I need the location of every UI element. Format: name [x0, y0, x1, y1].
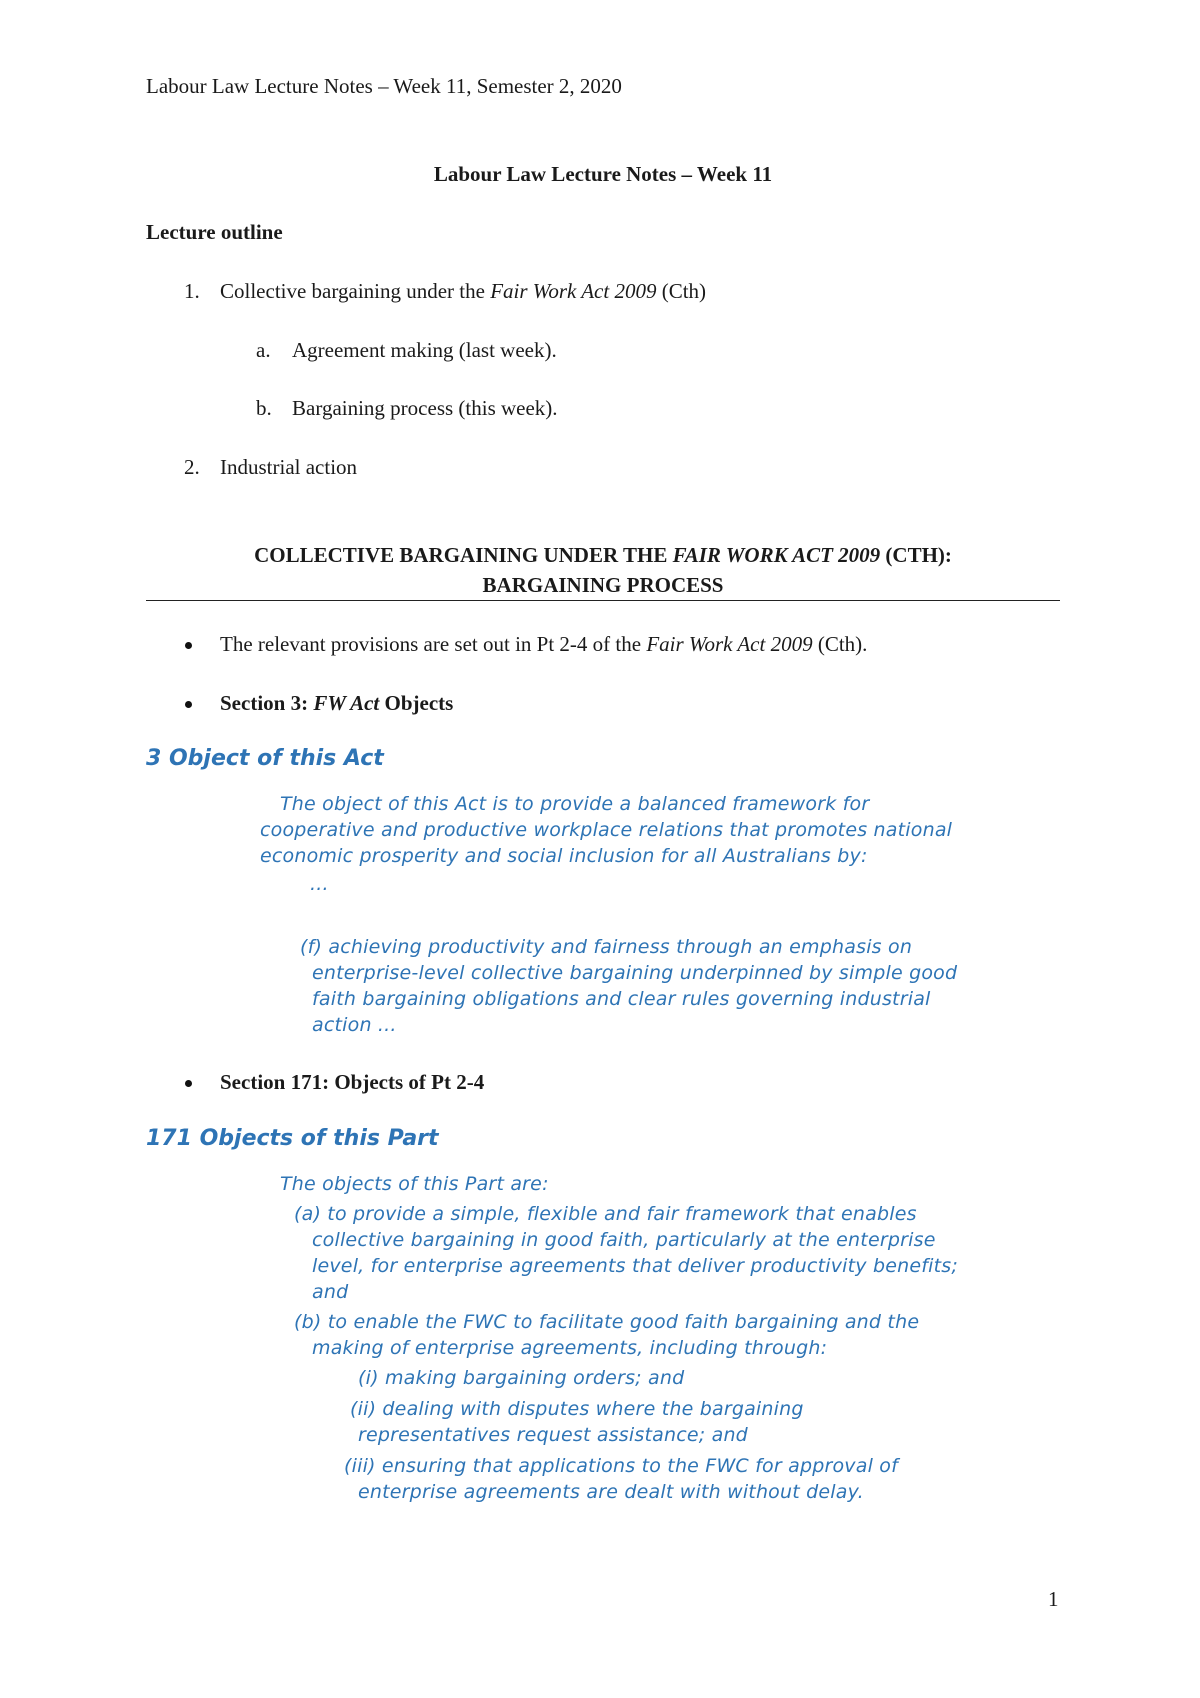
outline-item-2-number: 2. — [184, 455, 200, 479]
bullet-icon — [185, 642, 192, 649]
s171-a-line-2: collective bargaining in good faith, particularly at the enterprise — [312, 1229, 936, 1251]
s171-i-line-1: (i) making bargaining orders; and — [358, 1367, 685, 1389]
s3-f-line-1: (f) achieving productivity and fairness through an emphasis on — [300, 936, 913, 958]
outline-sub-a: Agreement making (last week). — [292, 338, 557, 362]
s171-b-line-2: making of enterprise agreements, including through: — [312, 1337, 828, 1359]
outline-item-1-text-a: Collective bargaining under the — [220, 279, 491, 303]
s171-ii-line-2: representatives request assistance; and — [358, 1424, 748, 1446]
outline-sub-a-letter: a. — [256, 338, 271, 362]
section-heading-line-1 — [146, 543, 1060, 568]
s171-iii-line-2: enterprise agreements are dealt with without delay. — [358, 1481, 864, 1503]
bullet-1-text-b: (Cth). — [812, 632, 868, 656]
s171-heading: 171 Objects of this Part — [146, 1126, 439, 1151]
s171-a-line-1: (a) to provide a simple, flexible and fair framework that enables — [294, 1203, 917, 1225]
bullet-relevant-provisions — [220, 632, 867, 657]
bullet-section-171: Section 171: Objects of Pt 2-4 — [220, 1070, 485, 1094]
s3-f-line-3: faith bargaining obligations and clear rules governing industrial — [312, 988, 931, 1010]
bullet-icon — [185, 701, 192, 708]
s3-text-line-2: cooperative and productive workplace relations that promotes national — [260, 819, 953, 841]
outline-item-1-number: 1. — [184, 279, 200, 303]
bullet-1-text-a: The relevant provisions are set out in Pt 2-4 of the — [220, 632, 647, 656]
outline-heading: Lecture outline — [146, 220, 283, 244]
s171-iii-line-1: (iii) ensuring that applications to the FWC for approval of — [344, 1455, 899, 1477]
s3-text-line-3: economic prosperity and social inclusion for all Australians by: — [260, 845, 868, 867]
s3-f-line-2: enterprise-level collective bargaining underpinned by simple good — [312, 962, 958, 984]
bullet-section-3 — [220, 691, 453, 716]
s3-text-line-1: The object of this Act is to provide a balanced framework for — [280, 793, 870, 815]
section-heading-text-a: COLLECTIVE BARGAINING UNDER THE — [254, 543, 673, 567]
bullet-2-act-abbrev: FW Act — [313, 691, 380, 715]
bullet-2-text-a: Section 3: — [220, 691, 314, 715]
section-divider — [146, 600, 1060, 601]
s171-intro: The objects of this Part are: — [280, 1173, 549, 1195]
page-title: Labour Law Lecture Notes – Week 11 — [433, 162, 773, 186]
s3-heading: 3 Object of this Act — [146, 746, 384, 771]
s171-b-line-1: (b) to enable the FWC to facilitate good faith bargaining and the — [294, 1311, 920, 1333]
running-header: Labour Law Lecture Notes – Week 11, Semester 2, 2020 — [146, 74, 622, 98]
outline-sub-b: Bargaining process (this week). — [292, 396, 558, 420]
s171-ii-line-1: (ii) dealing with disputes where the bargaining — [350, 1398, 804, 1420]
section-heading-line-2: BARGAINING PROCESS — [482, 573, 724, 597]
bullet-1-act-name: Fair Work Act 2009 — [646, 632, 813, 656]
section-heading-act-name: FAIR WORK ACT 2009 — [672, 543, 881, 567]
outline-sub-b-letter: b. — [256, 396, 272, 420]
s171-a-line-4: and — [312, 1281, 349, 1303]
s3-ellipsis: ... — [310, 873, 329, 895]
outline-item-1-act-name: Fair Work Act 2009 — [490, 279, 657, 303]
outline-item-1 — [220, 279, 706, 304]
section-heading-text-b: (CTH): — [880, 543, 952, 567]
s3-f-line-4: action ... — [312, 1014, 397, 1036]
s171-a-line-3: level, for enterprise agreements that deliver productivity benefits; — [312, 1255, 958, 1277]
outline-item-1-text-b: (Cth) — [656, 279, 707, 303]
page-number: 1 — [1048, 1587, 1059, 1611]
bullet-icon — [185, 1080, 192, 1087]
outline-item-2: Industrial action — [220, 455, 358, 479]
bullet-2-text-b: Objects — [379, 691, 454, 715]
